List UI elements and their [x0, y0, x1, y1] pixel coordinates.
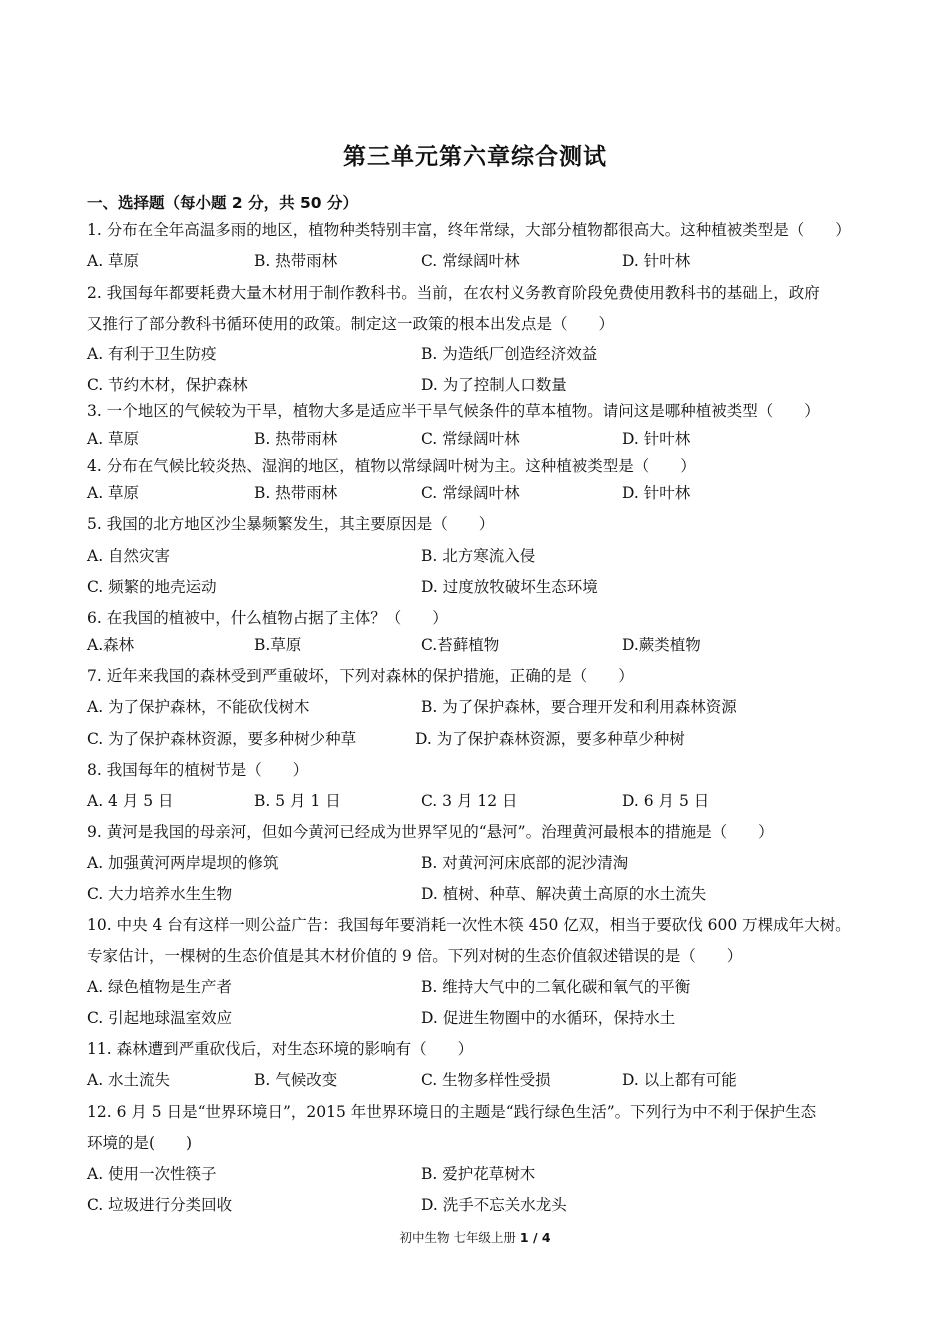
option-d: D. 为了保护森林资源，要多种草少种树 [415, 730, 685, 748]
page-number: 1 / 4 [519, 1230, 551, 1245]
options-row [87, 786, 867, 817]
option-b: B. 维持大气中的二氧化碳和氧气的平衡 [421, 978, 691, 996]
question-stem: 9. 黄河是我国的母亲河，但如今黄河已经成为世界罕见的“悬河”。治理黄河最根本的措施是（ ） [87, 823, 774, 841]
option-c: C. 引起地球温室效应 [87, 1009, 233, 1027]
option-b: B. 热带雨林 [254, 484, 338, 502]
option-b: B. 5 月 1 日 [254, 792, 341, 810]
question-10 [87, 910, 867, 972]
options-row [87, 972, 867, 1003]
question-stem: 2. 我国每年都要耗费大量木材用于制作教科书。当前，在农村义务教育阶段免费使用教科书的基础上，政府 [87, 284, 820, 302]
question-stem: 专家估计，一棵树的生态价值是其木材价值的 9 倍。下列对树的生态价值叙述错误的是（ ） [87, 947, 743, 965]
options-row [87, 478, 867, 509]
options-row [87, 246, 867, 277]
option-b: B. 为造纸厂创造经济效益 [421, 345, 598, 363]
option-b: B. 北方寒流入侵 [421, 547, 536, 565]
option-b: B.草原 [254, 636, 302, 654]
option-a: A. 为了保护森林，不能砍伐树木 [87, 698, 310, 716]
options-row [87, 339, 867, 370]
option-d: D. 过度放牧破坏生态环境 [421, 578, 598, 596]
question-stem: 7. 近年来我国的森林受到严重破坏，下列对森林的保护措施，正确的是（ ） [87, 667, 634, 685]
page-title: 第三单元第六章综合测试 [343, 144, 607, 170]
option-d: D. 针叶林 [622, 430, 691, 448]
options-row [87, 692, 867, 723]
question-stem: 8. 我国每年的植树节是（ ） [87, 761, 309, 779]
question-3 [87, 396, 867, 427]
question-stem: 又推行了部分教科书循环使用的政策。制定这一政策的根本出发点是（ ） [87, 315, 615, 333]
question-1 [87, 215, 867, 246]
question-5 [87, 509, 867, 540]
option-a: A. 加强黄河两岸堤坝的修筑 [87, 854, 279, 872]
question-12 [87, 1097, 867, 1159]
option-b: B. 为了保护森林，要合理开发和利用森林资源 [421, 698, 737, 716]
option-c: C. 常绿阔叶林 [421, 430, 520, 448]
option-b: B. 对黄河河床底部的泥沙清淘 [421, 854, 629, 872]
options-row [87, 1159, 867, 1190]
option-c: C. 大力培养水生生物 [87, 885, 233, 903]
option-a: A. 绿色植物是生产者 [87, 978, 233, 996]
question-stem: 3. 一个地区的气候较为干旱，植物大多是适应半干旱气候条件的草本植物。请问这是哪种植被类型（ ） [87, 402, 820, 420]
options-row [87, 541, 867, 572]
option-d: D. 针叶林 [622, 484, 691, 502]
options-row [87, 879, 867, 910]
options-row [87, 1003, 867, 1034]
question-stem: 11. 森林遭到严重砍伐后，对生态环境的影响有（ ） [87, 1040, 474, 1058]
options-row [87, 630, 867, 661]
option-d: D. 促进生物圈中的水循环，保持水土 [421, 1009, 676, 1027]
section-heading: 一、选择题（每小题 2 分，共 50 分） [87, 194, 358, 212]
option-a: A. 草原 [87, 484, 140, 502]
options-row [87, 572, 867, 603]
option-a: A. 使用一次性筷子 [87, 1165, 217, 1183]
question-stem: 1. 分布在全年高温多雨的地区，植物种类特别丰富，终年常绿，大部分植物都很高大。这种植被类型是（ ） [87, 221, 851, 239]
question-8 [87, 755, 867, 786]
options-row [87, 1190, 867, 1221]
option-c: C. 频繁的地壳运动 [87, 578, 217, 596]
option-c: C. 常绿阔叶林 [421, 252, 520, 270]
question-stem: 6. 在我国的植被中，什么植物占据了主体？（ ） [87, 609, 448, 627]
question-stem: 5. 我国的北方地区沙尘暴频繁发生，其主要原因是（ ） [87, 515, 495, 533]
option-d: D. 为了控制人口数量 [421, 376, 567, 394]
option-c: C. 垃圾进行分类回收 [87, 1196, 233, 1214]
option-d: D. 以上都有可能 [622, 1071, 737, 1089]
option-c: C. 3 月 12 日 [421, 792, 518, 810]
options-row [87, 848, 867, 879]
option-c: C. 节约木材，保护森林 [87, 376, 248, 394]
question-2 [87, 278, 867, 340]
option-a: A. 水土流失 [87, 1071, 171, 1089]
option-c: C.苔藓植物 [421, 636, 500, 654]
option-a: A. 4 月 5 日 [87, 792, 174, 810]
page-footer [0, 1228, 950, 1246]
footer-subject: 初中生物 七年级上册 [399, 1230, 520, 1245]
option-b: B. 热带雨林 [254, 430, 338, 448]
option-d: D.蕨类植物 [622, 636, 701, 654]
option-c: C. 生物多样性受损 [421, 1071, 551, 1089]
option-b: B. 热带雨林 [254, 252, 338, 270]
option-c: C. 常绿阔叶林 [421, 484, 520, 502]
option-a: A.森林 [87, 636, 135, 654]
question-stem: 12. 6 月 5 日是“世界环境日”，2015 年世界环境日的主题是“践行绿色生活”。下列行为中不利于保护生态 [87, 1103, 817, 1121]
options-row [87, 1065, 867, 1096]
option-a: A. 草原 [87, 252, 140, 270]
question-11 [87, 1034, 867, 1065]
option-b: B. 气候改变 [254, 1071, 338, 1089]
option-d: D. 针叶林 [622, 252, 691, 270]
option-a: A. 自然灾害 [87, 547, 171, 565]
option-c: C. 为了保护森林资源，要多种树少种草 [87, 730, 357, 748]
question-7 [87, 661, 867, 692]
option-d: D. 6 月 5 日 [622, 792, 710, 810]
option-b: B. 爱护花草树木 [421, 1165, 536, 1183]
question-stem: 4. 分布在气候比较炎热、湿润的地区，植物以常绿阔叶树为主。这种植被类型是（ ） [87, 457, 696, 475]
question-9 [87, 817, 867, 848]
option-d: D. 洗手不忘关水龙头 [421, 1196, 567, 1214]
option-a: A. 有利于卫生防疫 [87, 345, 217, 363]
question-stem: 10. 中央 4 台有这样一则公益广告：我国每年要消耗一次性木筷 450 亿双，相当于要砍伐 600 万棵成年大树。 [87, 916, 851, 934]
options-row [87, 724, 867, 755]
question-stem: 环境的是( ) [87, 1134, 193, 1152]
option-a: A. 草原 [87, 430, 140, 448]
option-d: D. 植树、种草、解决黄土高原的水土流失 [421, 885, 707, 903]
